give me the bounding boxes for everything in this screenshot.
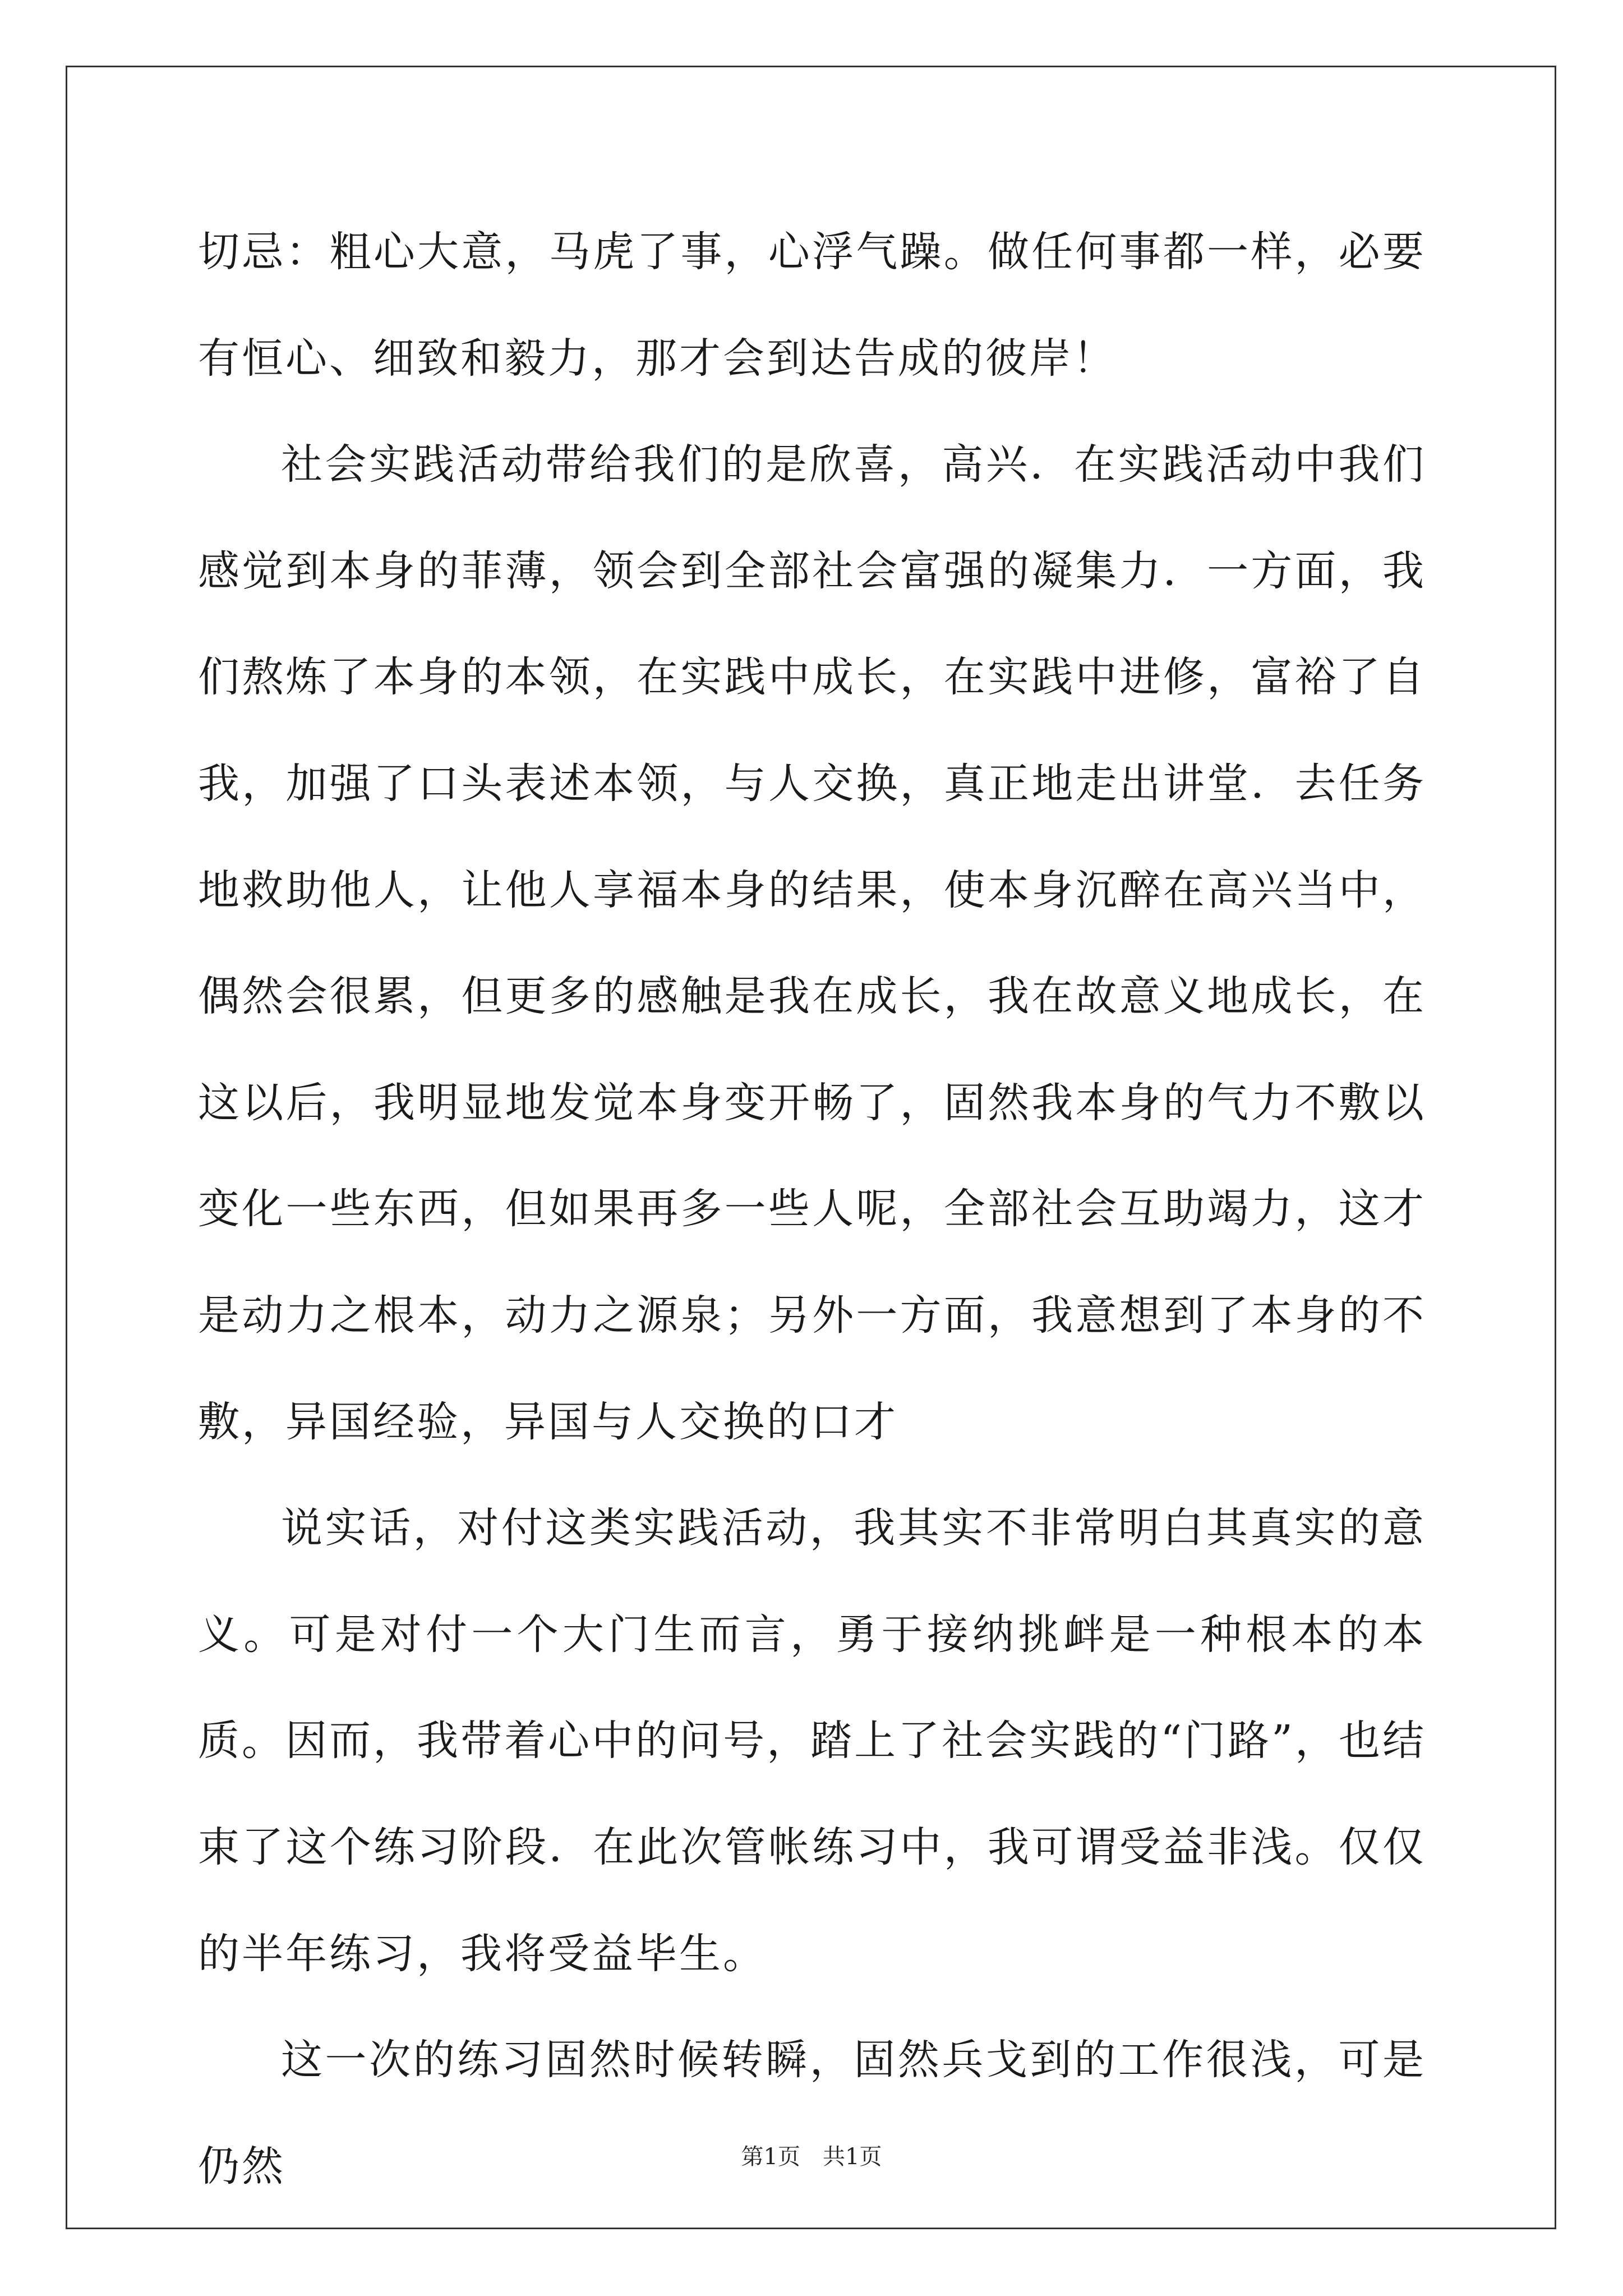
- paragraph-4: 这一次的练习固然时候转瞬，固然兵戈到的工作很浅，可是仍然: [198, 2036, 1426, 2191]
- paragraph-2: 社会实践活动带给我们的是欣喜，高兴．在实践活动中我们感觉到本身的菲薄，领会到全部社会富强的凝集力．一方面，我们熬炼了本身的本领，在实践中成长，在实践中进修，富裕了自我，加强了口头表述本领，与人交换，真正地走出讲堂．去任务地救助他人，让他人享福本身的结果，使本身沉醉在高兴当中，偶然会很累，但更多的感触是我在成长，我在故意义地成长，在这以后，我明显地发觉本身变开畅了，固然我本身的气力不敷以变化一些东西，但如果再多一些人呢，全部社会互助竭力，这才是动力之根本，动力之源泉；另外一方面，我意想到了本身的不敷，异国经验，异国与人交换的口才: [198, 440, 1426, 1446]
- paragraph-3: 说实话，对付这类实践活动，我其实不非常明白其真实的意义。可是对付一个大门生而言，勇于接纳挑衅是一种根本的本质。因而，我带着心中的问号，踏上了社会实践的“门路”，也结束了这个练习阶段．在此次管帐练习中，我可谓受益非浅。仅仅的半年练习，我将受益毕生。: [198, 1504, 1426, 1978]
- document-body: [198, 199, 1426, 2220]
- page-total: 共1页: [823, 2144, 882, 2170]
- paragraph-1: 切忌：粗心大意，马虎了事，心浮气躁。做任何事都一样，必要有恒心、细致和毅力，那才会到达告成的彼岸！: [198, 228, 1426, 383]
- page-footer: [0, 2143, 1623, 2171]
- page-number: 第1页: [741, 2144, 800, 2170]
